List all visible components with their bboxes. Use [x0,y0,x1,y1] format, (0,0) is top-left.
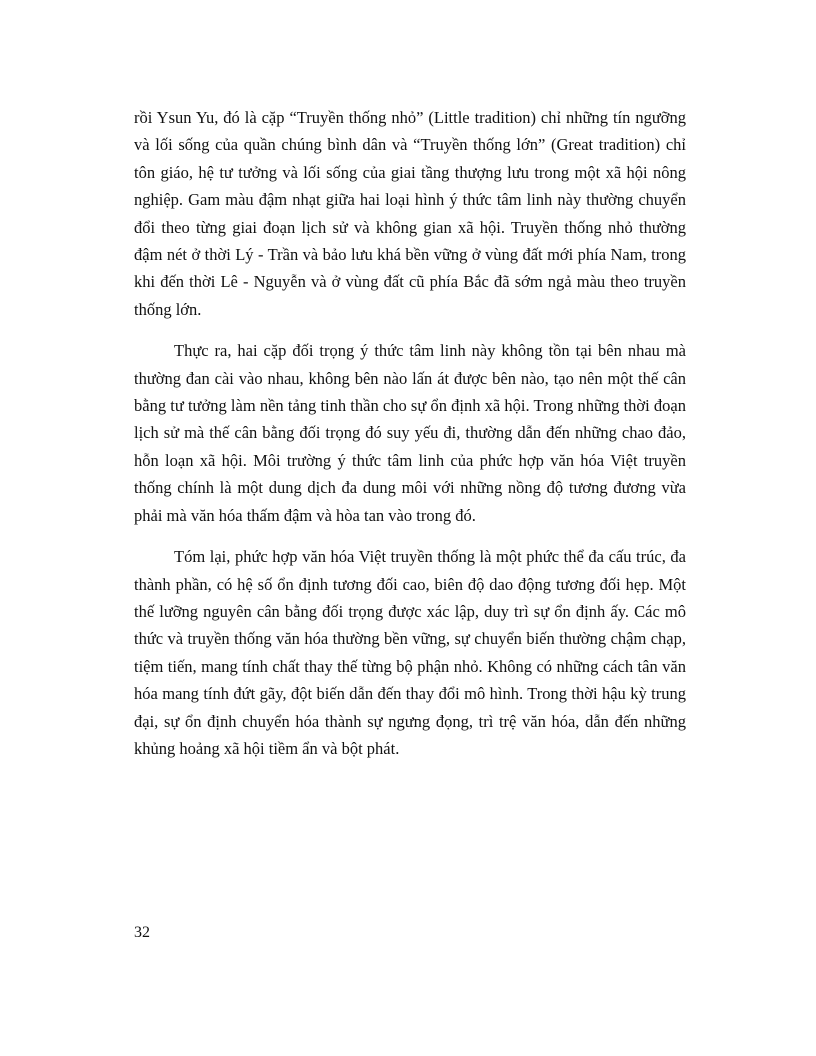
page-number: 32 [134,924,150,941]
paragraph-2: Thực ra, hai cặp đối trọng ý thức tâm linh này không tồn tại bên nhau mà thường đan cài vào nhau, không bên nào lấn át được bên nào, tạo nên một thế cân bằng tư tưởng làm nền tảng tinh thần cho sự ổn định xã hội. Trong những thời đoạn lịch sử mà thế cân bằng đối trọng đó suy yếu đi, thường dẫn đến những chao đảo, hỗn loạn xã hội. Môi trường ý thức tâm linh của phức hợp văn hóa Việt truyền thống chính là một dung dịch đa dung môi với những nồng độ tương đương vừa phải mà văn hóa thấm đậm và hòa tan vào trong đó. [134,341,686,525]
paragraph-3: Tóm lại, phức hợp văn hóa Việt truyền thống là một phức thể đa cấu trúc, đa thành phần, có hệ số ổn định tương đối cao, biên độ dao động tương đối hẹp. Một thế lưỡng nguyên cân bằng đối trọng được xác lập, duy trì sự ổn định ấy. Các mô thức và truyền thống văn hóa thường bền vững, sự chuyển biến thường chậm chạp, tiệm tiến, mang tính chất thay thế từng bộ phận nhỏ. Không có những cách tân văn hóa mang tính đứt gãy, đột biến dẫn đến thay đổi mô hình. Trong thời hậu kỳ trung đại, sự ổn định chuyển hóa thành sự ngưng đọng, trì trệ văn hóa, dẫn đến những khủng hoảng xã hội tiềm ẩn và bột phát. [134,547,686,758]
body-text [134,104,686,776]
paragraph-1: rồi Ysun Yu, đó là cặp “Truyền thống nhỏ” (Little tradition) chỉ những tín ngưỡng và lối sống của quần chúng bình dân và “Truyền thống lớn” (Great tradition) chỉ tôn giáo, hệ tư tưởng và lối sống của giai tầng thượng lưu trong một xã hội nông nghiệp. Gam màu đậm nhạt giữa hai loại hình ý thức tâm linh này thường chuyển đổi theo từng giai đoạn lịch sử và không gian xã hội. Truyền thống nhỏ thường đậm nét ở thời Lý - Trần và bảo lưu khá bền vững ở vùng đất mới phía Nam, trong khi đến thời Lê - Nguyễn và ở vùng đất cũ phía Bắc đã sớm ngả màu theo truyền thống lớn. [134,108,686,319]
